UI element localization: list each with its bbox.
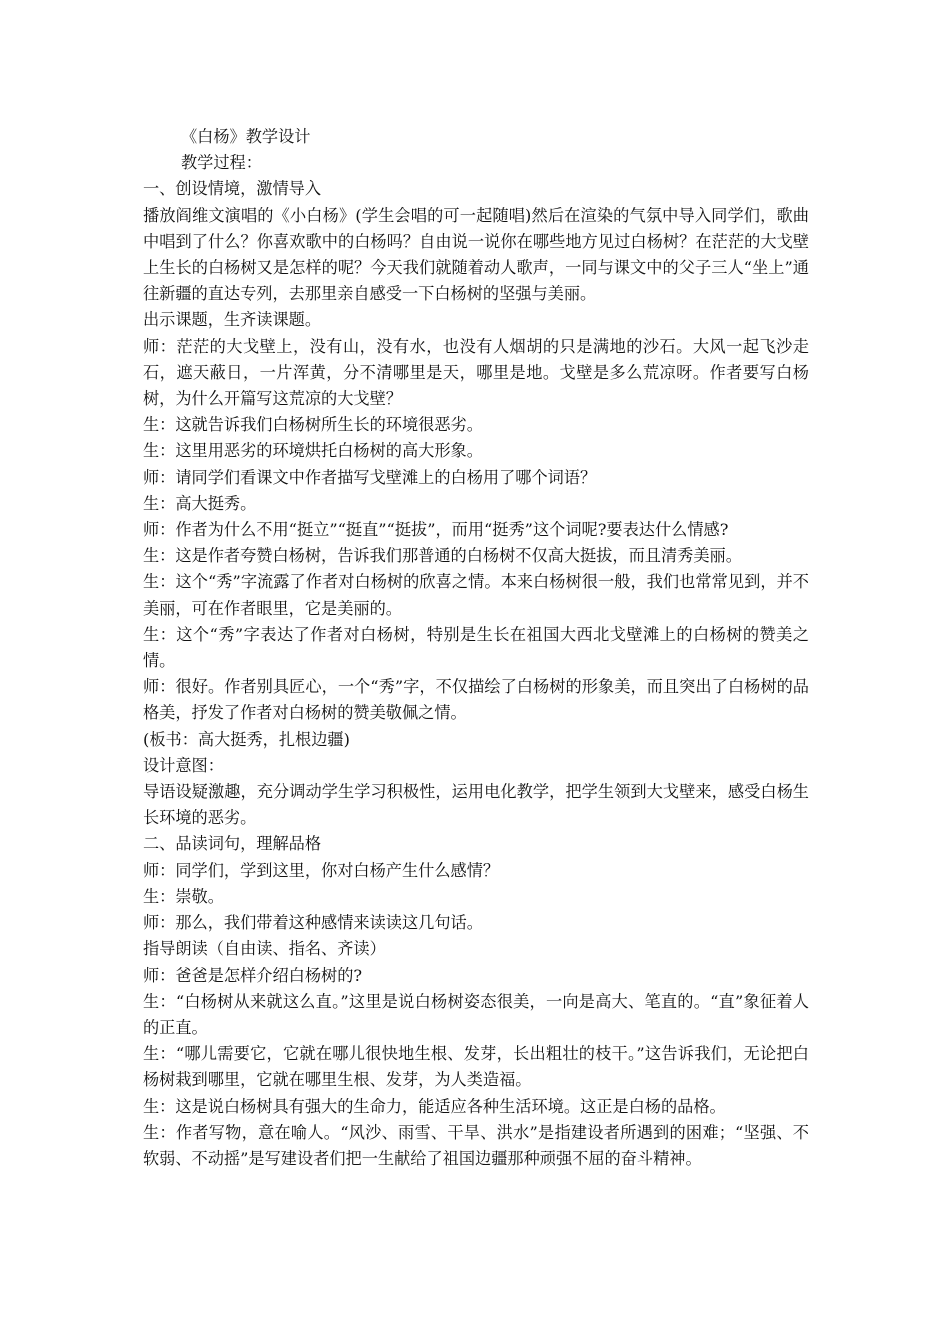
paragraph: 师：爸爸是怎样介绍白杨树的? <box>143 965 363 985</box>
paragraph: 师：那么，我们带着这种感情来读读这几句话。 <box>143 913 483 933</box>
paragraph: 生：这是作者夸赞白杨树，告诉我们那普通的白杨树不仅高大挺拔，而且清秀美丽。 <box>143 546 742 566</box>
paragraph: 师：很好。作者别具匠心，一个“秀”字，不仅描绘了白杨树的形象美，而且突出了白杨树的品格美，抒发了作者对白杨树的赞美敬佩之情。 <box>143 677 809 723</box>
paragraph: 导语设疑激趣，充分调动学生学习积极性，运用电化教学，把学生领到大戈壁来，感受白杨生长环境的恶劣。 <box>143 782 809 828</box>
document-body <box>143 124 809 1172</box>
paragraph: 设计意图： <box>143 755 224 775</box>
paragraph: 生：这里用恶劣的环境烘托白杨树的高大形象。 <box>143 441 483 461</box>
paragraph: (板书：高大挺秀，扎根边疆) <box>143 729 350 749</box>
paragraph: 生：这是说白杨树具有强大的生命力，能适应各种生活环境。这正是白杨的品格。 <box>143 1096 726 1116</box>
paragraph: 生：崇敬。 <box>143 886 224 906</box>
section-heading: 二、品读词句，理解品格 <box>143 834 322 854</box>
paragraph: 师：茫茫的大戈壁上，没有山，没有水，也没有人烟胡的只是满地的沙石。大风一起飞沙走石，遮天蔽日，一片浑黄，分不清哪里是天，哪里是地。戈壁是多么荒凉呀。作者要写白杨树，为什么开篇写这荒凉的大戈壁？ <box>143 336 809 409</box>
section-heading: 一、创设情境，激情导入 <box>143 179 322 199</box>
paragraph: 生：这个“秀”字流露了作者对白杨树的欣喜之情。本来白杨树很一般，我们也常常见到，并不美丽，可在作者眼里，它是美丽的。 <box>143 572 809 618</box>
paragraph: 出示课题，生齐读课题。 <box>143 310 322 330</box>
paragraph: 师：请同学们看课文中作者描写戈壁滩上的白杨用了哪个词语？ <box>143 467 597 487</box>
paragraph: 指导朗读（自由读、指名、齐读） <box>143 939 386 959</box>
paragraph: 生：这个“秀”字表达了作者对白杨树，特别是生长在祖国大西北戈壁滩上的白杨树的赞美之情。 <box>143 624 809 671</box>
paragraph: 生：作者写物，意在喻人。“风沙、雨雪、干旱、洪水”是指建设者所遇到的困难；“坚强、不软弱、不动摇”是写建设者们把一生献给了祖国边疆那种顽强不屈的奋斗精神。 <box>143 1122 809 1168</box>
paragraph: 生：高大挺秀。 <box>143 493 257 513</box>
document-title: 《白杨》教学设计 <box>181 127 311 146</box>
paragraph: 师：同学们，学到这里，你对白杨产生什么感情？ <box>143 860 500 880</box>
paragraph: 生：这就告诉我们白杨树所生长的环境很恶劣。 <box>143 415 483 435</box>
paragraph: 生：“白杨树从来就这么直。”这里是说白杨树姿态很美，一向是高大、笔直的。“直”象征着人的正直。 <box>143 991 809 1037</box>
paragraph: 生：“哪儿需要它，它就在哪儿很快地生根、发芽，长出粗壮的枝干。”这告诉我们，无论把白杨树栽到哪里，它就在哪里生根、发芽，为人类造福。 <box>143 1044 809 1090</box>
paragraph: 师：作者为什么不用“挺立”“挺直”“挺拔”，而用“挺秀”这个词呢?要表达什么情感? <box>143 520 729 540</box>
document-subtitle: 教学过程： <box>181 153 262 173</box>
paragraph: 播放阎维文演唱的《小白杨》(学生会唱的可一起随唱)然后在渲染的气氛中导入同学们，歌曲中唱到了什么？你喜欢歌中的白杨吗？自由说一说你在哪些地方见过白杨树？在茫茫的大戈壁上生长的白杨树又是怎样的呢？今天我们就随着动人歌声，一同与课文中的父子三人“坐上”通往新疆的直达专列，去那里亲自感受一下白杨树的坚强与美丽。 <box>143 205 809 304</box>
